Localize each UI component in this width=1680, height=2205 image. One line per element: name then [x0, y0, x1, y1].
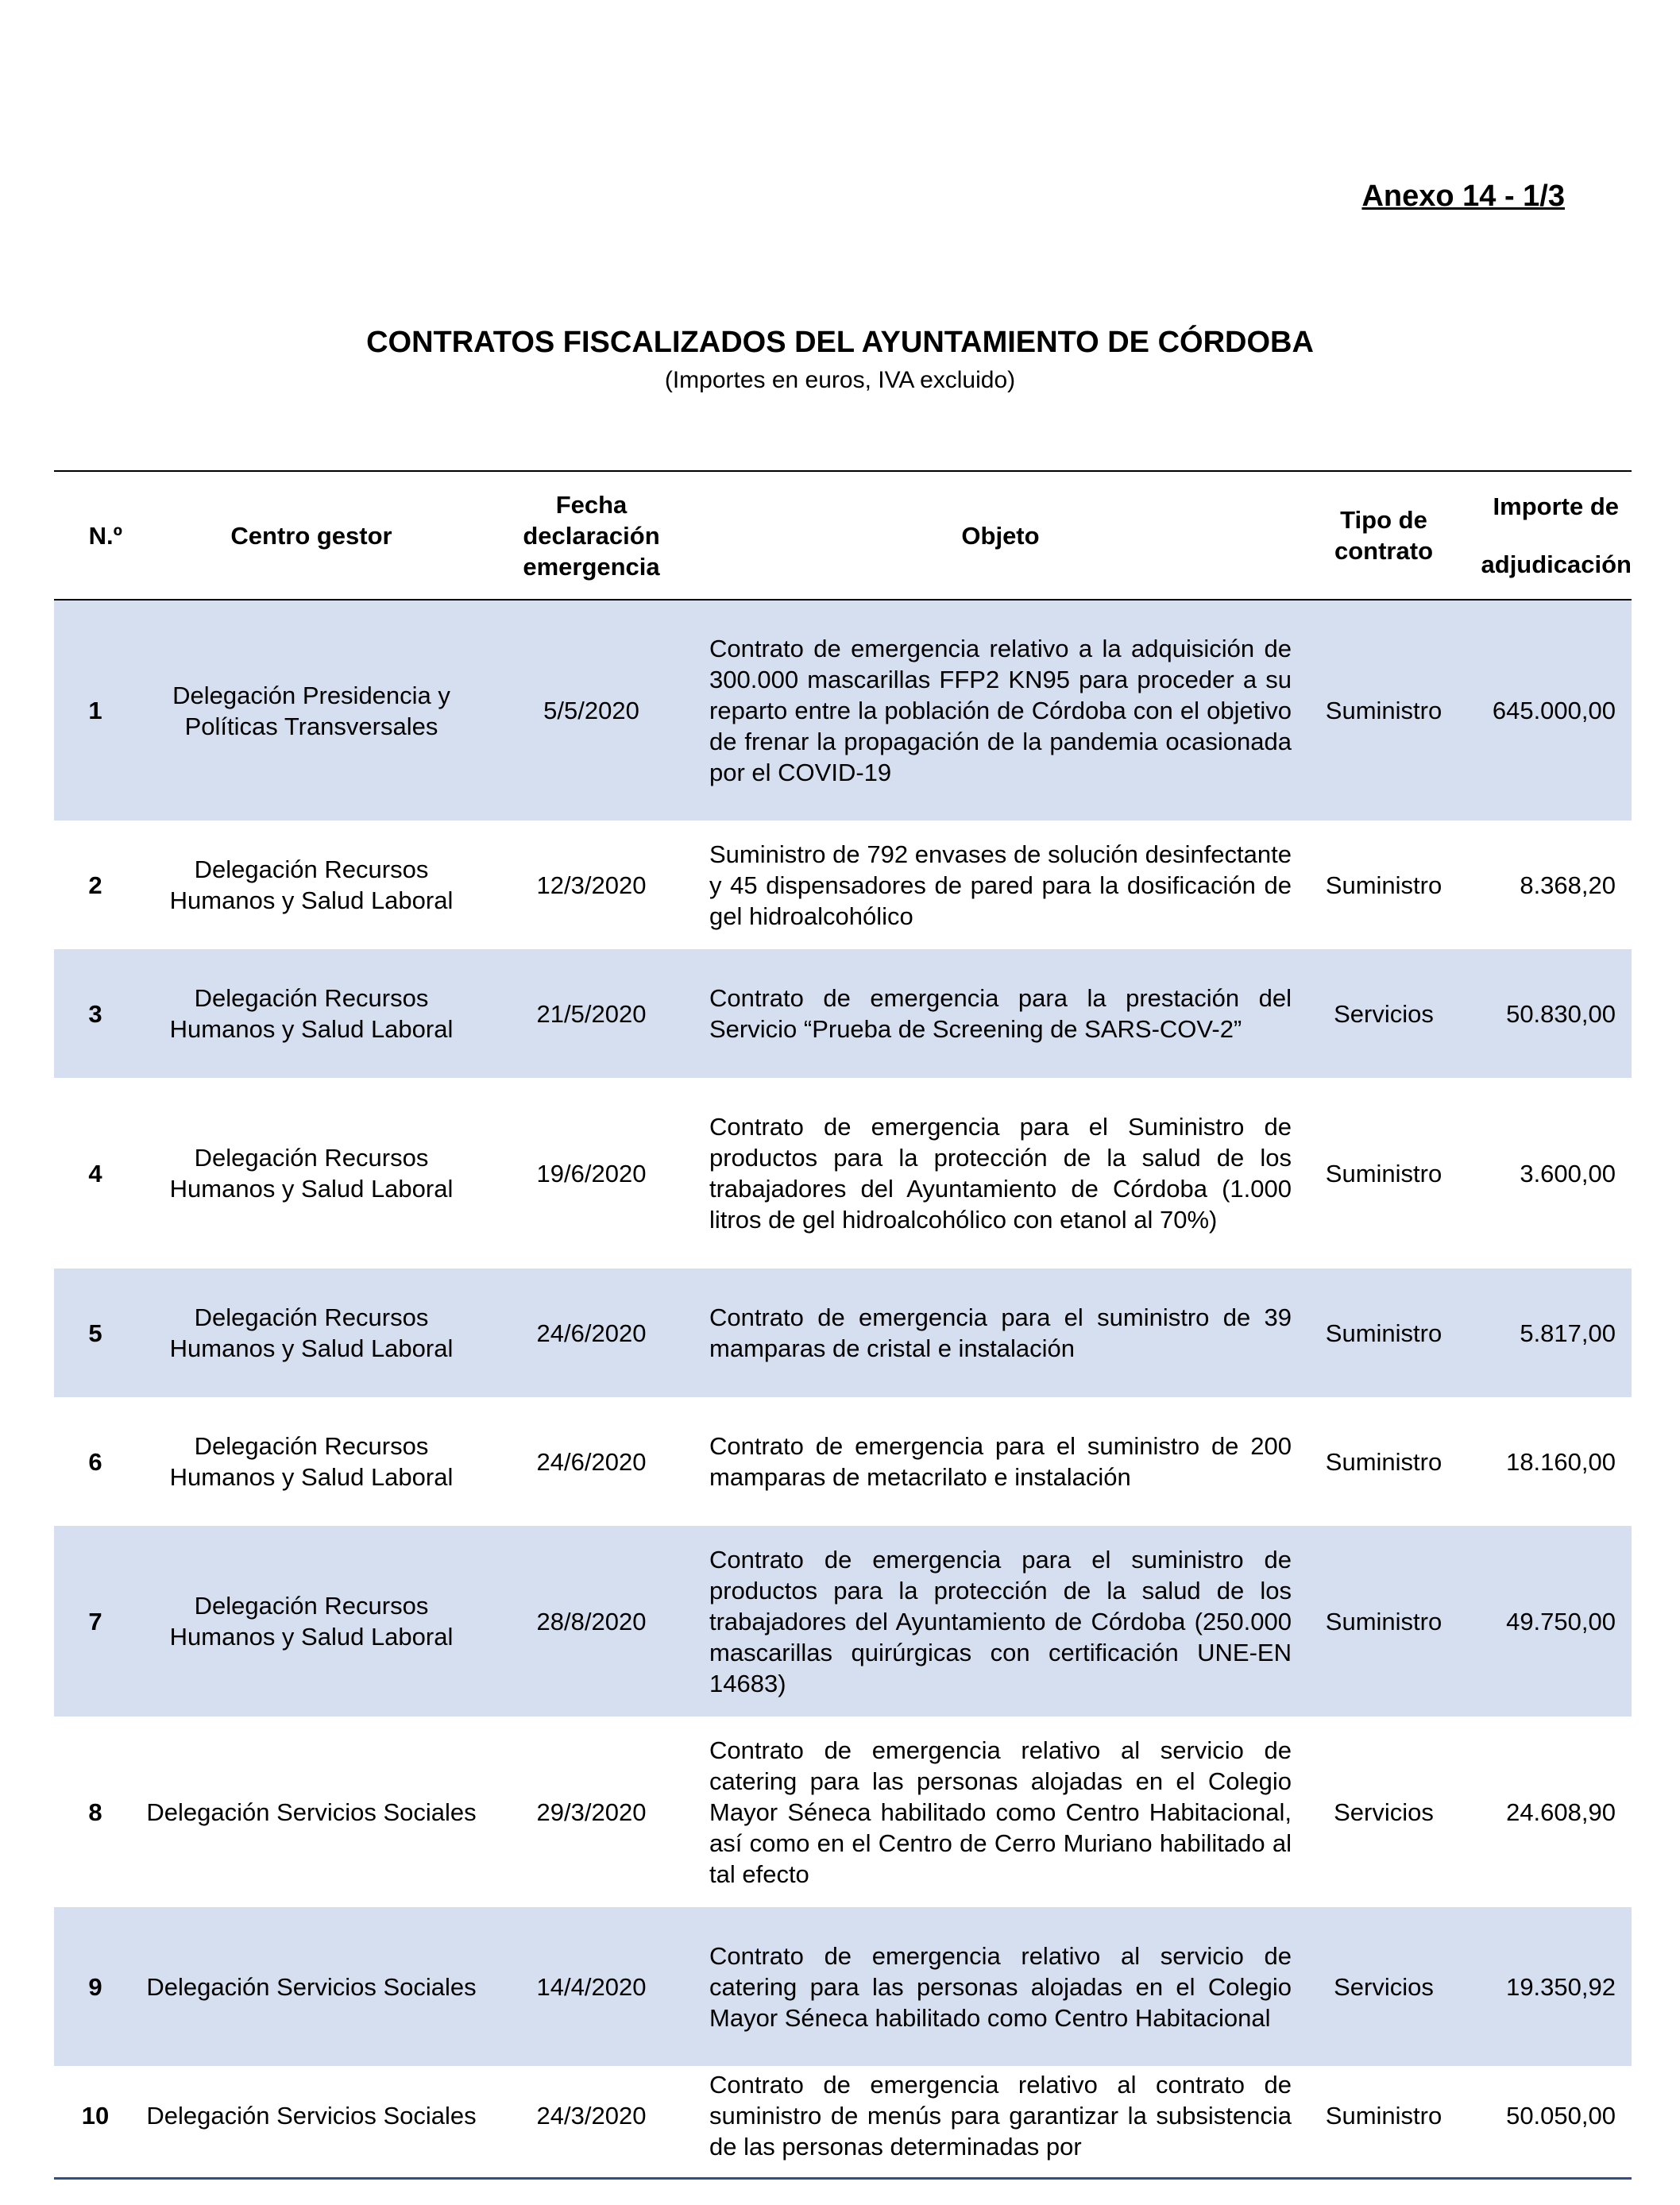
table-body: [54, 600, 1632, 2164]
cell-num: 3: [54, 949, 137, 1078]
cell-fecha: 28/8/2020: [486, 1526, 697, 1717]
cell-centro: Delegación Recursos Humanos y Salud Laboral: [169, 1144, 454, 1203]
table-row: [54, 949, 1632, 1078]
cell-fecha: 29/3/2020: [536, 1798, 647, 1826]
table-row: [54, 821, 1632, 949]
cell-importe: 3.600,00: [1520, 1159, 1616, 1187]
annex-label: Anexo 14 - 1/3: [1361, 180, 1565, 213]
cell-tipo: Suministro: [1304, 600, 1463, 821]
cell-objeto: Contrato de emergencia para el suministro de 39 mamparas de cristal e instalación: [697, 1269, 1304, 1397]
cell-num: 7: [54, 1526, 137, 1717]
cell-centro: Delegación Servicios Sociales: [146, 2101, 477, 2130]
cell-importe: 24.608,90: [1506, 1798, 1616, 1826]
cell-centro: Delegación Presidencia y Políticas Transversales: [137, 600, 486, 821]
table-row: [54, 1078, 1632, 1269]
cell-tipo: Suministro: [1325, 1159, 1442, 1187]
cell-tipo: Servicios: [1304, 1907, 1463, 2066]
table-row: [54, 1717, 1632, 1907]
cell-fecha: 12/3/2020: [536, 871, 647, 899]
header-objeto: Objeto: [697, 471, 1304, 600]
cell-centro: Delegación Recursos Humanos y Salud Laboral: [137, 1269, 486, 1397]
cell-objeto: Contrato de emergencia para el suministro de productos para la protección de la salud de los trabajadores del Ayuntamiento de Córdoba (250.000 mascarillas quirúrgicas con certificación UNE-EN 14683): [697, 1526, 1304, 1717]
cell-objeto: Contrato de emergencia relativo a la adquisición de 300.000 mascarillas FFP2 KN95 para proceder a su reparto entre la población de Córdoba con el objetivo de frenar la propagación de la pandemia ocasionada por el COVID-19: [697, 600, 1304, 821]
cell-importe: 49.750,00: [1463, 1526, 1632, 1717]
cell-objeto: Contrato de emergencia para la prestación del Servicio “Prueba de Screening de SARS-COV-2”: [697, 949, 1304, 1078]
cell-tipo: Suministro: [1325, 1447, 1442, 1476]
cell-importe: 8.368,20: [1520, 871, 1616, 899]
page-title: CONTRATOS FISCALIZADOS DEL AYUNTAMIENTO DE CÓRDOBA: [366, 326, 1314, 359]
cell-fecha: 14/4/2020: [486, 1907, 697, 2066]
cell-tipo: Suministro: [1325, 2101, 1442, 2130]
cell-num: 8: [88, 1798, 102, 1826]
cell-objeto: Suministro de 792 envases de solución desinfectante y 45 dispensadores de pared para la dosificación de gel hidroalcohólico: [709, 840, 1292, 930]
table-row: [54, 600, 1632, 821]
table-row: [54, 1526, 1632, 1717]
cell-centro: Delegación Recursos Humanos y Salud Laboral: [137, 949, 486, 1078]
cell-objeto: Contrato de emergencia para el Suministro de productos para la protección de la salud de los trabajadores del Ayuntamiento de Córdoba (1.000 litros de gel hidroalcohólico con etanol al 70%): [709, 1113, 1292, 1234]
cell-fecha: 5/5/2020: [486, 600, 697, 821]
cell-fecha: 19/6/2020: [536, 1159, 647, 1187]
table-bottom-rule: [54, 2177, 1632, 2180]
cell-tipo: Servicios: [1334, 1798, 1434, 1826]
header-importe-line2: adjudicación: [1481, 550, 1632, 578]
cell-tipo: Servicios: [1304, 949, 1463, 1078]
cell-fecha: 24/6/2020: [536, 1447, 647, 1476]
cell-tipo: Suministro: [1325, 871, 1442, 899]
cell-centro: Delegación Recursos Humanos y Salud Laboral: [169, 855, 454, 914]
cell-centro: Delegación Servicios Sociales: [137, 1907, 486, 2066]
cell-tipo: Suministro: [1304, 1526, 1463, 1717]
cell-num: 2: [88, 871, 102, 899]
table-row: [54, 1397, 1632, 1526]
header-importe: [1463, 471, 1632, 600]
cell-centro: Delegación Recursos Humanos y Salud Laboral: [169, 1432, 454, 1491]
cell-importe: 50.830,00: [1463, 949, 1632, 1078]
cell-num: 5: [54, 1269, 137, 1397]
header-tipo: Tipo de contrato: [1304, 471, 1463, 600]
cell-centro: Delegación Servicios Sociales: [146, 1798, 477, 1826]
header-importe-line1: Importe de: [1493, 492, 1619, 520]
page-subtitle: (Importes en euros, IVA excluido): [664, 367, 1016, 393]
table-row: [54, 2066, 1632, 2164]
table-header: [54, 471, 1632, 600]
cell-objeto: Contrato de emergencia para el suministro de 200 mamparas de metacrilato e instalación: [709, 1432, 1292, 1491]
cell-tipo: Suministro: [1304, 1269, 1463, 1397]
contracts-table: [54, 470, 1632, 2164]
cell-importe: 5.817,00: [1463, 1269, 1632, 1397]
cell-importe: 18.160,00: [1506, 1447, 1616, 1476]
cell-objeto: Contrato de emergencia relativo al contrato de suministro de menús para garantizar la subsistencia de las personas determinadas por: [709, 2070, 1292, 2161]
cell-num: 1: [54, 600, 137, 821]
cell-importe: 645.000,00: [1463, 600, 1632, 821]
table-row: [54, 1269, 1632, 1397]
cell-fecha: 24/6/2020: [486, 1269, 697, 1397]
cell-importe: 50.050,00: [1506, 2101, 1616, 2130]
cell-num: 6: [88, 1447, 102, 1476]
cell-num: 9: [54, 1907, 137, 2066]
cell-objeto: Contrato de emergencia relativo al servicio de catering para las personas alojadas en el Colegio Mayor Séneca habilitado como Centro Habitacional: [697, 1907, 1304, 2066]
table-row: [54, 1907, 1632, 2066]
cell-num: 4: [88, 1159, 102, 1187]
header-num: N.º: [54, 471, 137, 600]
cell-num: 10: [81, 2101, 110, 2130]
cell-fecha: 21/5/2020: [486, 949, 697, 1078]
cell-fecha: 24/3/2020: [536, 2101, 647, 2130]
header-fecha: Fecha declaración emergencia: [486, 471, 697, 600]
cell-centro: Delegación Recursos Humanos y Salud Laboral: [137, 1526, 486, 1717]
cell-objeto: Contrato de emergencia relativo al servicio de catering para las personas alojadas en el Colegio Mayor Séneca habilitado como Centro Habitacional, así como en el Centro de Cerro Muriano habilitado al tal efecto: [709, 1736, 1292, 1888]
header-centro: Centro gestor: [137, 471, 486, 600]
cell-importe: 19.350,92: [1463, 1907, 1632, 2066]
